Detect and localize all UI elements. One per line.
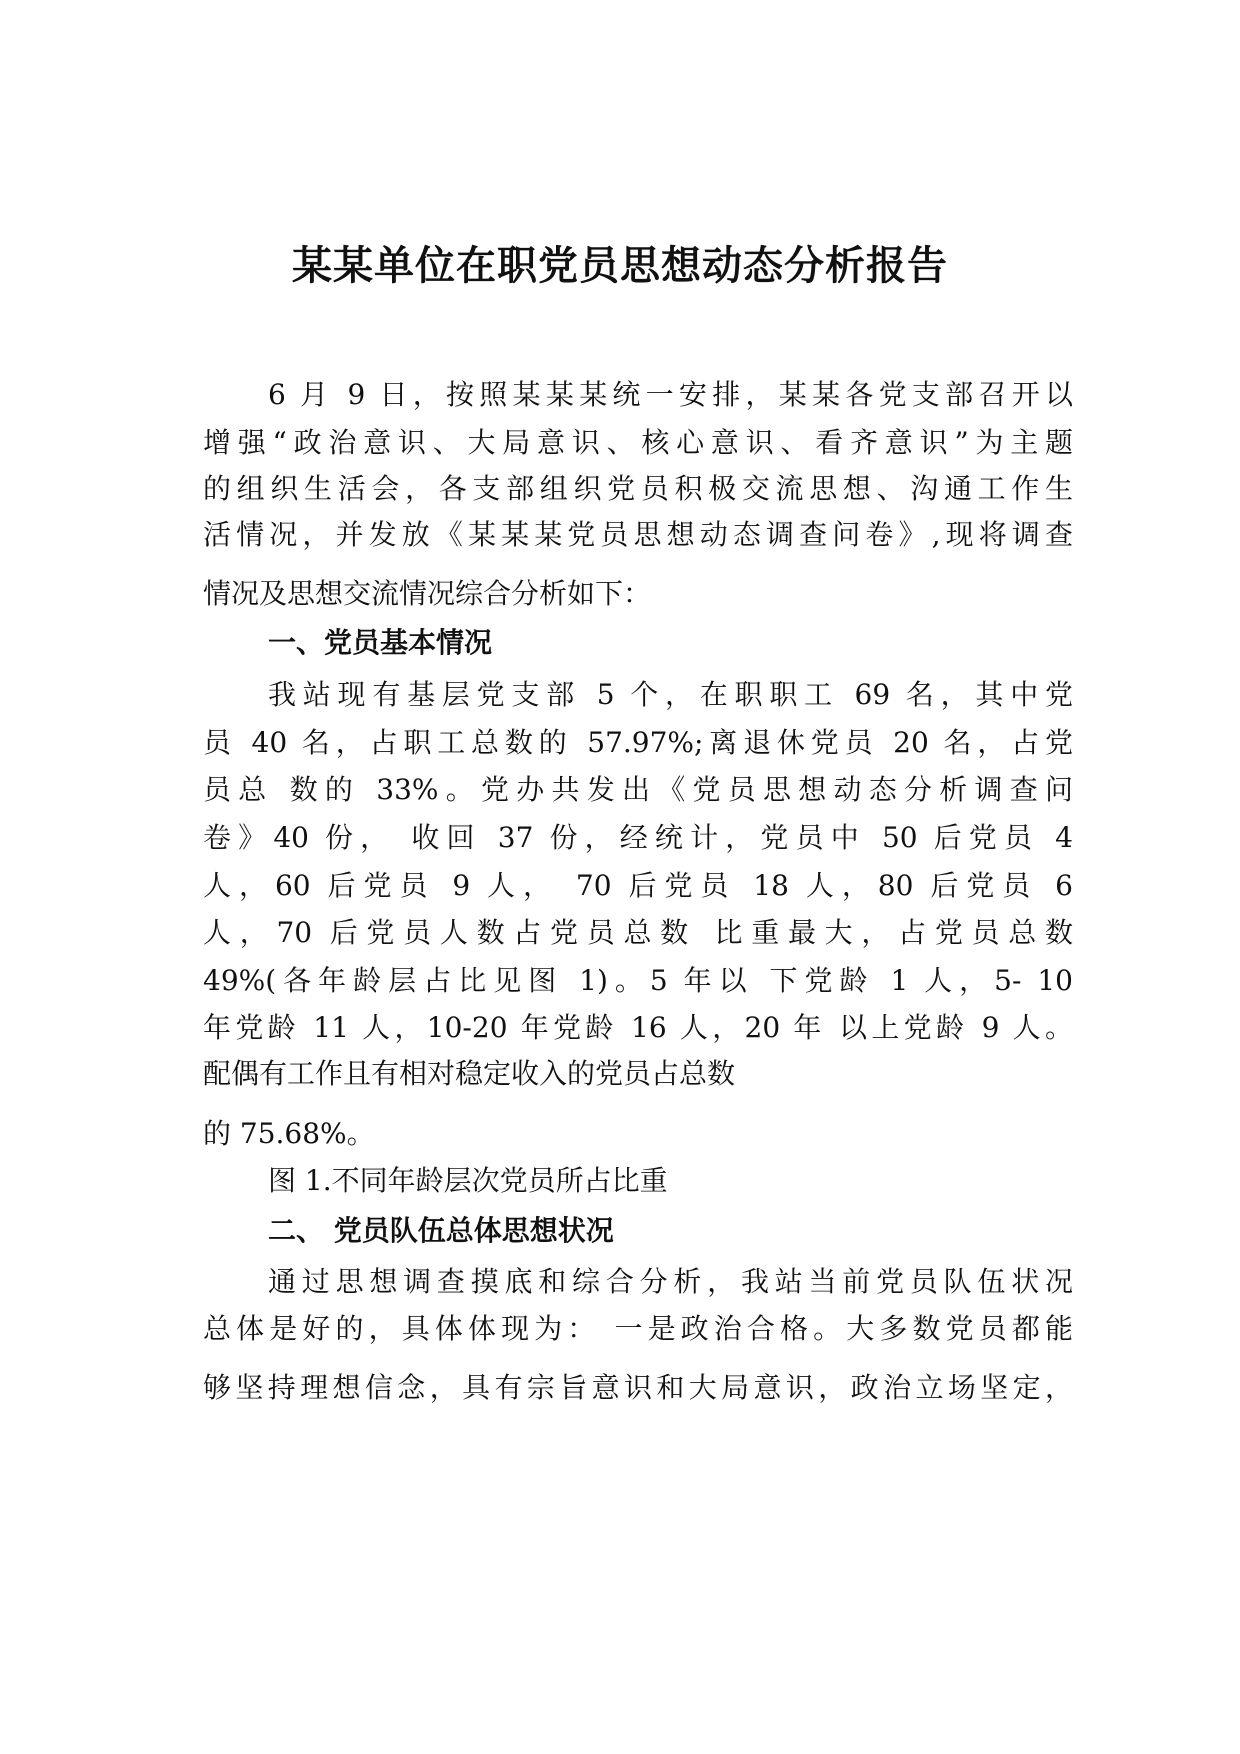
paragraph-line: 年党龄 11 人，10-20 年党龄 16 人，20 年 以上党龄 9 人。 xyxy=(203,1011,1073,1044)
paragraph-line: 活情况，并发放《某某某党员思想动态调查问卷》,现将调查 xyxy=(203,518,1073,551)
paragraph-line: 的 75.68%。 xyxy=(203,1117,375,1150)
paragraph-line: 我站现有基层党支部 5 个，在职职工 69 名，其中党 xyxy=(268,678,1073,711)
paragraph-line: 增强“政治意识、大局意识、核心意识、看齐意识”为主题 xyxy=(203,426,1073,459)
paragraph-line: 够坚持理想信念，具有宗旨意识和大局意识，政治立场坚定， xyxy=(203,1371,1073,1404)
paragraph-line: 的组织生活会，各支部组织党员积极交流思想、沟通工作生 xyxy=(203,472,1073,505)
document-title: 某某单位在职党员思想动态分析报告 xyxy=(292,243,948,289)
paragraph-line: 人，60 后党员 9 人， 70 后党员 18 人，80 后党员 6 xyxy=(203,869,1073,902)
paragraph-line: 人，70 后党员人数占党员总数 比重最大，占党员总数 xyxy=(203,916,1073,949)
section-heading: 二、 党员队伍总体思想状况 xyxy=(268,1214,614,1247)
paragraph-line: 6 月 9 日，按照某某某统一安排，某某各党支部召开以 xyxy=(268,378,1073,411)
paragraph-line: 总体是好的，具体体现为： 一是政治合格。大多数党员都能 xyxy=(203,1312,1073,1345)
paragraph-line: 卷》40 份， 收回 37 份，经统计，党员中 50 后党员 4 xyxy=(203,821,1073,854)
paragraph-line: 配偶有工作且有相对稳定收入的党员占总数 xyxy=(203,1057,736,1090)
section-heading: 一、党员基本情况 xyxy=(268,626,493,659)
paragraph-line: 通过思想调查摸底和综合分析，我站当前党员队伍状况 xyxy=(268,1265,1073,1298)
paragraph-line: 员 40 名，占职工总数的 57.97%;离退休党员 20 名，占党 xyxy=(203,726,1073,759)
paragraph-line: 情况及思想交流情况综合分析如下： xyxy=(203,577,652,610)
figure-caption: 图 1.不同年龄层次党员所占比重 xyxy=(268,1164,668,1197)
paragraph-line: 49%(各年龄层占比见图 1)。5 年以 下党龄 1 人，5- 10 xyxy=(203,964,1073,997)
paragraph-line: 员总 数的 33%。党办共发出《党员思想动态分析调查问 xyxy=(203,773,1073,806)
